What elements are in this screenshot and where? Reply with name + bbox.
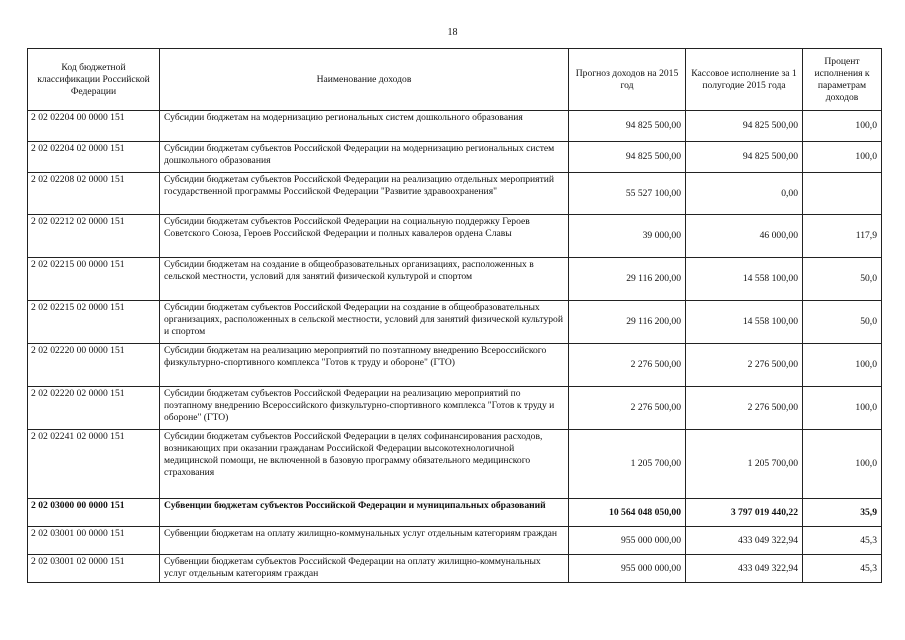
cell-name: Субвенции бюджетам субъектов Российской Федерации на оплату жилищно-коммунальных услуг отдельным категориям граждан: [160, 555, 569, 583]
cell-actual: 3 797 019 440,22: [686, 499, 803, 527]
table-body: [28, 111, 882, 583]
cell-forecast: 1 205 700,00: [569, 430, 686, 499]
table-row: [28, 430, 882, 499]
cell-percent: 100,0: [803, 111, 882, 142]
table-row: [28, 344, 882, 387]
cell-actual: 14 558 100,00: [686, 301, 803, 344]
cell-name: Субвенции бюджетам субъектов Российской Федерации и муниципальных образований: [160, 499, 569, 527]
cell-forecast: 94 825 500,00: [569, 111, 686, 142]
page-number: 18: [447, 27, 458, 38]
cell-name: Субсидии бюджетам субъектов Российской Федерации на реализацию мероприятий по поэтапному внедрению Всероссийского физкультурно-спортивного комплекса "Готов к труду и обороне" (ГТО): [160, 387, 569, 430]
cell-forecast: 10 564 048 050,00: [569, 499, 686, 527]
cell-forecast: 2 276 500,00: [569, 344, 686, 387]
cell-actual: 94 825 500,00: [686, 111, 803, 142]
cell-code: 2 02 03000 00 0000 151: [28, 499, 160, 527]
cell-code: 2 02 03001 02 0000 151: [28, 555, 160, 583]
table-row: [28, 387, 882, 430]
cell-forecast: 55 527 100,00: [569, 173, 686, 215]
cell-code: 2 02 02208 02 0000 151: [28, 173, 160, 215]
table-row: [28, 555, 882, 583]
cell-code: 2 02 03001 00 0000 151: [28, 527, 160, 555]
table-row: [28, 258, 882, 301]
cell-code: 2 02 02215 00 0000 151: [28, 258, 160, 301]
table-row: [28, 173, 882, 215]
cell-name: Субсидии бюджетам субъектов Российской Федерации на социальную поддержку Героев Советского Союза, Героев Российской Федерации и полных кавалеров ордена Славы: [160, 215, 569, 258]
cell-percent: 117,9: [803, 215, 882, 258]
cell-name: Субсидии бюджетам на реализацию мероприятий по поэтапному внедрению Всероссийского физкультурно-спортивного комплекса "Готов к труду и обороне" (ГТО): [160, 344, 569, 387]
cell-percent: [803, 173, 882, 215]
cell-percent: 50,0: [803, 301, 882, 344]
table-row: [28, 527, 882, 555]
cell-actual: 433 049 322,94: [686, 527, 803, 555]
cell-forecast: 955 000 000,00: [569, 555, 686, 583]
cell-forecast: 29 116 200,00: [569, 301, 686, 344]
table-row: [28, 215, 882, 258]
cell-name: Субсидии бюджетам субъектов Российской Федерации в целях софинансирования расходов, возникающих при оказании гражданам Российской Федерации высокотехнологичной медицинской помощи, не включенной в базовую программу обязательного медицинского страхования: [160, 430, 569, 499]
cell-actual: 46 000,00: [686, 215, 803, 258]
cell-name: Субсидии бюджетам на модернизацию региональных систем дошкольного образования: [160, 111, 569, 142]
cell-forecast: 94 825 500,00: [569, 142, 686, 173]
header-percent: Процент исполнения к параметрам доходов: [803, 49, 882, 111]
cell-name: Субсидии бюджетам субъектов Российской Федерации на модернизацию региональных систем дошкольного образования: [160, 142, 569, 173]
table-row: [28, 301, 882, 344]
cell-actual: 2 276 500,00: [686, 344, 803, 387]
cell-forecast: 955 000 000,00: [569, 527, 686, 555]
cell-code: 2 02 02212 02 0000 151: [28, 215, 160, 258]
cell-name: Субвенции бюджетам на оплату жилищно-коммунальных услуг отдельным категориям граждан: [160, 527, 569, 555]
cell-actual: 0,00: [686, 173, 803, 215]
cell-actual: 433 049 322,94: [686, 555, 803, 583]
cell-percent: 100,0: [803, 387, 882, 430]
cell-code: 2 02 02220 00 0000 151: [28, 344, 160, 387]
cell-actual: 1 205 700,00: [686, 430, 803, 499]
cell-code: 2 02 02204 02 0000 151: [28, 142, 160, 173]
table-header-row: [28, 49, 882, 111]
cell-code: 2 02 02204 00 0000 151: [28, 111, 160, 142]
cell-percent: 100,0: [803, 344, 882, 387]
cell-name: Субсидии бюджетам на создание в общеобразовательных организациях, расположенных в сельской местности, условий для занятий физической культурой и спортом: [160, 258, 569, 301]
table-row: [28, 142, 882, 173]
cell-percent: 100,0: [803, 142, 882, 173]
header-actual: Кассовое исполнение за 1 полугодие 2015 года: [686, 49, 803, 111]
revenue-table: [27, 48, 882, 583]
table-row: [28, 111, 882, 142]
cell-forecast: 39 000,00: [569, 215, 686, 258]
cell-percent: 45,3: [803, 527, 882, 555]
header-code: Код бюджетной классификации Российской Федерации: [28, 49, 160, 111]
table-row: [28, 499, 882, 527]
cell-percent: 45,3: [803, 555, 882, 583]
cell-name: Субсидии бюджетам субъектов Российской Федерации на создание в общеобразовательных организациях, расположенных в сельской местности, условий для занятий физической культурой и спортом: [160, 301, 569, 344]
header-name: Наименование доходов: [160, 49, 569, 111]
cell-code: 2 02 02241 02 0000 151: [28, 430, 160, 499]
cell-code: 2 02 02215 02 0000 151: [28, 301, 160, 344]
cell-name: Субсидии бюджетам субъектов Российской Федерации на реализацию отдельных мероприятий государственной программы Российской Федерации "Развитие здравоохранения": [160, 173, 569, 215]
cell-actual: 2 276 500,00: [686, 387, 803, 430]
cell-percent: 100,0: [803, 430, 882, 499]
cell-percent: 35,9: [803, 499, 882, 527]
cell-actual: 94 825 500,00: [686, 142, 803, 173]
cell-percent: 50,0: [803, 258, 882, 301]
cell-actual: 14 558 100,00: [686, 258, 803, 301]
cell-forecast: 2 276 500,00: [569, 387, 686, 430]
header-forecast: Прогноз доходов на 2015 год: [569, 49, 686, 111]
cell-forecast: 29 116 200,00: [569, 258, 686, 301]
cell-code: 2 02 02220 02 0000 151: [28, 387, 160, 430]
